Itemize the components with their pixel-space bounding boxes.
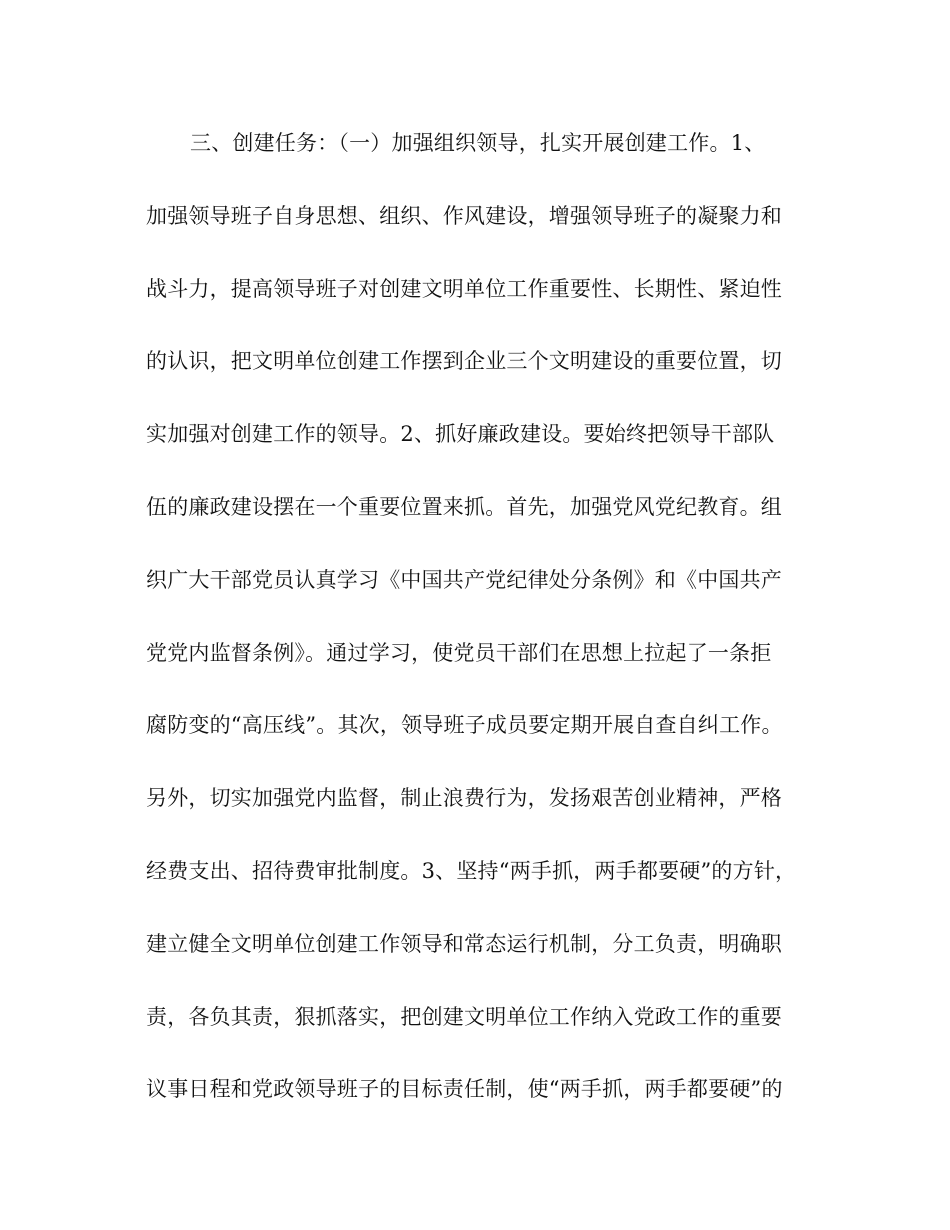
text-line: 经费支出、招待费审批制度。3、坚持“两手抓，两手都要硬”的方针， [146,858,797,883]
text-line: 实加强对创建工作的领导。2、抓好廉政建设。要始终把领导干部队 [146,422,775,447]
text-line: 腐防变的“高压线”。其次，领导班子成员要定期开展自查自纠工作。 [146,713,783,738]
text-line: 议事日程和党政领导班子的目标责任制，使“两手抓，两手都要硬”的 [146,1077,783,1102]
text-line: 加强领导班子自身思想、组织、作风建设，增强领导班子的凝聚力和 [146,203,782,228]
text-line: 伍的廉政建设摆在一个重要位置来抓。首先，加强党风党纪教育。组 [146,494,782,519]
text-line: 战斗力，提高领导班子对创建文明单位工作重要性、长期性、紧迫性 [146,276,782,301]
text-line: 责，各负其责，狠抓落实，把创建文明单位工作纳入党政工作的重要 [146,1004,782,1029]
body-paragraph [146,123,806,1142]
text-line: 三、创建任务：（一）加强组织领导，扎实开展创建工作。1、 [190,131,766,155]
text-line: 织广大干部党员认真学习《中国共产党纪律处分条例》和《中国共产 [146,567,782,592]
text-line: 建立健全文明单位创建工作领导和常态运行机制，分工负责，明确职 [146,931,782,956]
text-line: 另外，切实加强党内监督，制止浪费行为，发扬艰苦创业精神，严格 [146,786,782,811]
text-line: 党党内监督条例》。通过学习，使党员干部们在思想上拉起了一条拒 [146,640,772,665]
text-line: 的认识，把文明单位创建工作摆到企业三个文明建设的重要位置，切 [146,349,782,374]
